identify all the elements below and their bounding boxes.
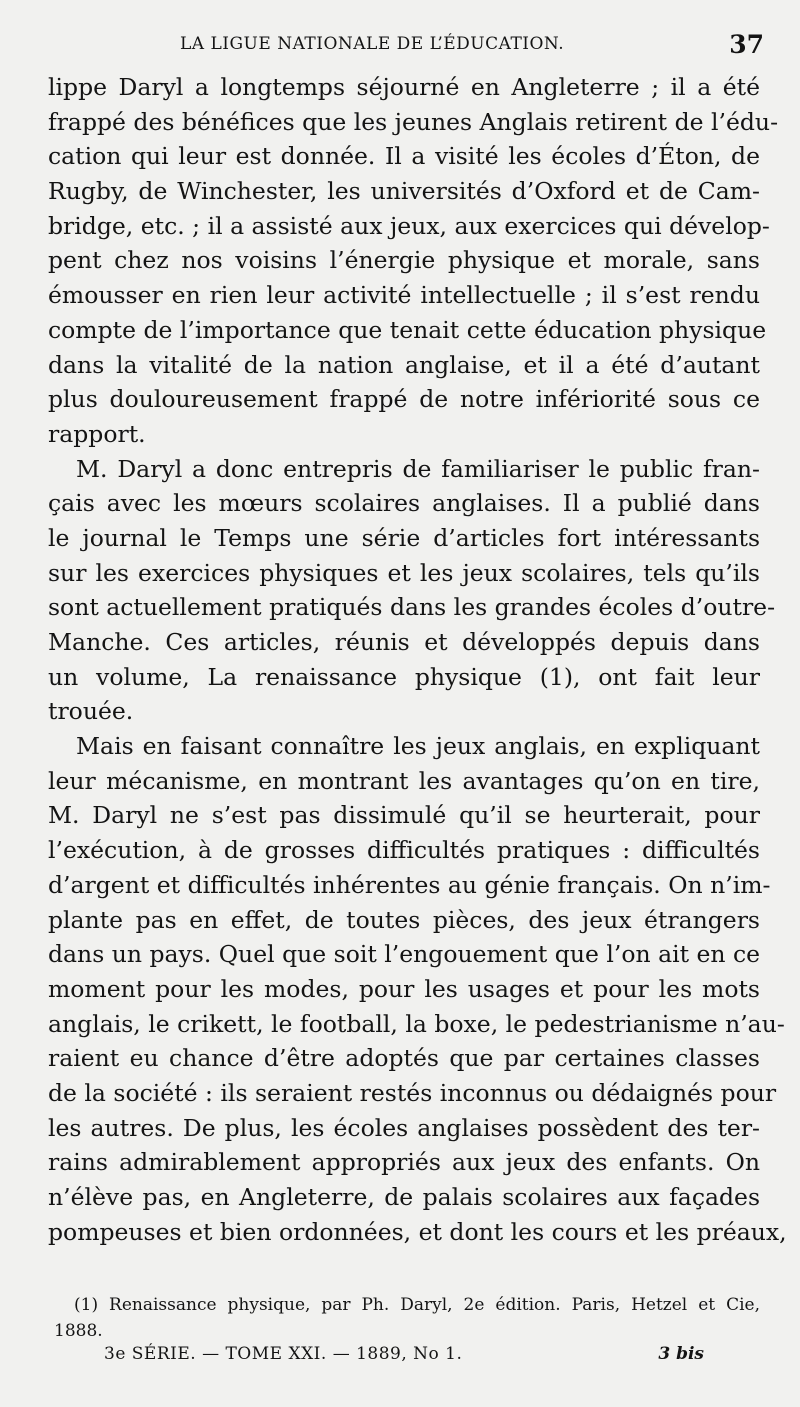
- text-line: pompeuses et bien ordonnées, et dont les cours et les préaux,: [48, 1217, 787, 1246]
- signature-mark: 3 bis: [658, 1344, 704, 1364]
- text-line: sont actuellement pratiqués dans les grandes écoles d’outre-: [48, 593, 776, 622]
- text-line: Manche. Ces articles, réunis et développés depuis dans: [48, 628, 760, 656]
- text-line: Rugby, de Winchester, les universités d’Oxford et de Cam-: [48, 177, 760, 206]
- text-line: çais avec les mœurs scolaires anglaises. Il a publié dans: [48, 489, 760, 518]
- text-line: le journal le Temps une série d’articles fort intéressants: [48, 523, 760, 552]
- text-line: Mais en faisant connaître les jeux anglais, en expliquant: [76, 732, 760, 761]
- text-line: d’argent et difficultés inhérentes au génie français. On n’im-: [48, 870, 771, 899]
- text-line: leur mécanisme, en montrant les avantages qu’on en tire,: [48, 766, 760, 795]
- paragraph: [48, 729, 787, 1249]
- text-line: sur les exercices physiques et les jeux scolaires, tels qu’ils: [48, 558, 760, 587]
- text-line: M. Daryl a donc entrepris de familiariser le public fran-: [76, 454, 760, 483]
- paragraph: [48, 452, 776, 730]
- text-line: un volume, La renaissance physique (1), ont fait leur: [48, 662, 760, 691]
- page-number: 37: [729, 30, 764, 59]
- running-title: LA LIGUE NATIONALE DE L’ÉDUCATION.: [180, 34, 565, 54]
- text-line: bridge, etc. ; il a assisté aux jeux, aux exercices qui dévelop-: [48, 211, 770, 240]
- text-line: cation qui leur est donnée. Il a visité les écoles d’Éton, de: [48, 142, 760, 171]
- text-line: plante pas en effet, de toutes pièces, des jeux étrangers: [48, 905, 760, 934]
- text-line: de la société : ils seraient restés inconnus ou dédaignés pour: [48, 1078, 777, 1107]
- text-line: M. Daryl ne s’est pas dissimulé qu’il se heurterait, pour: [48, 801, 760, 830]
- series-info: 3e SÉRIE. — TOME XXI. — 1889, No 1.: [104, 1344, 463, 1364]
- text-line: lippe Daryl a longtemps séjourné en Angleterre ; il a été: [48, 73, 760, 101]
- text-line: l’exécution, à de grosses difficultés pratiques : difficultés: [48, 836, 760, 865]
- text-line: dans un pays. Quel que soit l’engouement que l’on ait en ce: [48, 940, 761, 969]
- text-line: trouée.: [48, 697, 134, 726]
- text-line: rains admirablement appropriés aux jeux des enfants. On: [48, 1148, 760, 1177]
- text-line: frappé des bénéfices que les jeunes Anglais retirent de l’édu-: [48, 107, 779, 136]
- text-line: pent chez nos voisins l’énergie physique et morale, sans: [48, 246, 760, 275]
- paragraph: [48, 70, 779, 452]
- footnote-line: 1888.: [54, 1321, 103, 1341]
- footnote: [54, 1292, 760, 1344]
- text-line: moment pour les modes, pour les usages et pour les mots: [48, 974, 760, 1003]
- text-line: compte de l’importance que tenait cette éducation physique: [48, 315, 767, 344]
- printer-signature: [104, 1344, 704, 1372]
- text-line: raient eu chance d’être adoptés que par certaines classes: [48, 1044, 760, 1073]
- page-header: [0, 30, 800, 64]
- text-line: émousser en rien leur activité intellectuelle ; il s’est rendu: [48, 281, 760, 310]
- text-line: n’élève pas, en Angleterre, de palais scolaires aux façades: [48, 1183, 760, 1211]
- text-line: plus douloureusement frappé de notre infériorité sous ce: [48, 385, 760, 414]
- text-line: anglais, le crikett, le football, la boxe, le pedestrianisme n’au-: [48, 1009, 785, 1038]
- text-line: rapport.: [48, 419, 146, 448]
- text-line: dans la vitalité de la nation anglaise, et il a été d’autant: [48, 350, 760, 379]
- text-line: les autres. De plus, les écoles anglaises possèdent des ter-: [48, 1113, 760, 1142]
- footnote-line: (1) Renaissance physique, par Ph. Daryl, 2e édition. Paris, Hetzel et Cie,: [74, 1295, 760, 1315]
- body-text: [48, 70, 787, 1249]
